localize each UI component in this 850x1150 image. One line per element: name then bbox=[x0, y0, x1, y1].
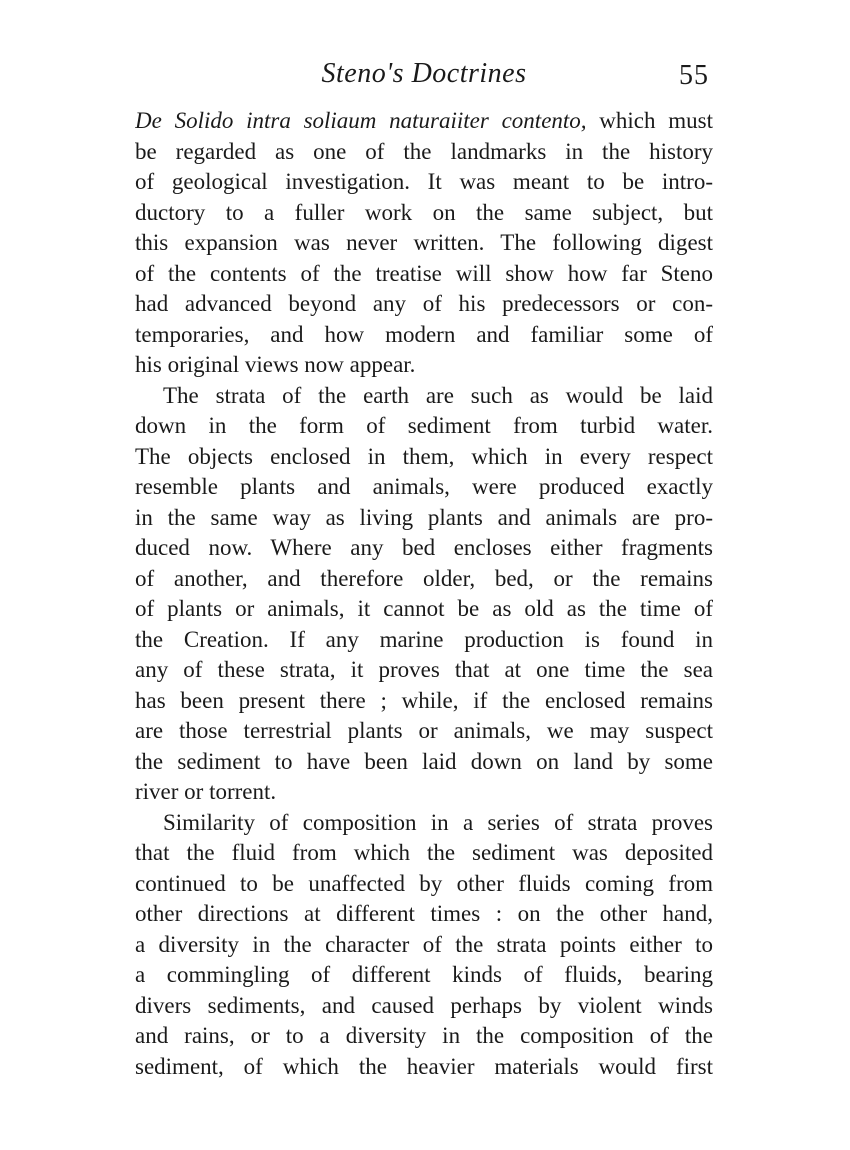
text-line: has been present there ; while, if the enclosed remains bbox=[135, 687, 713, 713]
text-line: the sediment to have been laid down on land by some bbox=[135, 748, 713, 774]
text-line: his original views now appear. bbox=[135, 352, 416, 377]
text-line: temporaries, and how modern and familiar some of bbox=[135, 321, 713, 347]
running-title: Steno's Doctrines bbox=[321, 58, 527, 89]
text-line: of the contents of the treatise will show how far Steno bbox=[135, 260, 713, 286]
text-line: and rains, or to a diversity in the composition of the bbox=[135, 1023, 713, 1048]
body-text bbox=[135, 106, 713, 1082]
paragraph-3 bbox=[135, 808, 713, 1083]
paragraph-2 bbox=[135, 381, 713, 808]
text-line: De Solido intra soliaum naturaiiter contento, which must bbox=[135, 108, 713, 133]
text-line: of another, and therefore older, bed, or the remains bbox=[135, 565, 713, 591]
text-line: a diversity in the character of the strata points either to bbox=[135, 931, 713, 957]
text-line: Similarity of composition in a series of strata proves bbox=[163, 809, 713, 835]
text-line: ductory to a fuller work on the same subject, but bbox=[135, 199, 713, 225]
text-line: of plants or animals, it cannot be as old as the time of bbox=[135, 596, 713, 621]
running-head bbox=[135, 58, 713, 98]
text-line: down in the form of sediment from turbid water. bbox=[135, 413, 713, 438]
text-line: resemble plants and animals, were produced exactly bbox=[135, 474, 713, 499]
text-line: a commingling of different kinds of fluids, bearing bbox=[135, 962, 713, 987]
text-line: of geological investigation. It was meant to be intro- bbox=[135, 169, 713, 194]
text-line: are those terrestrial plants or animals, we may suspect bbox=[135, 718, 713, 743]
text-line: be regarded as one of the landmarks in the history bbox=[135, 138, 713, 164]
text-line: had advanced beyond any of his predecessors or con- bbox=[135, 291, 713, 316]
text-line: river or torrent. bbox=[135, 779, 277, 804]
text-line: continued to be unaffected by other fluids coming from bbox=[135, 870, 713, 896]
text-line: in the same way as living plants and animals are pro- bbox=[135, 504, 713, 530]
text-line: this expansion was never written. The following digest bbox=[135, 230, 713, 255]
treatise-title: De Solido intra soliaum naturaiiter contento, bbox=[135, 108, 587, 133]
text-line: The objects enclosed in them, which in every respect bbox=[135, 443, 713, 469]
text-line: The strata of the earth are such as would be laid bbox=[163, 382, 713, 408]
text-line: sediment, of which the heavier materials would first bbox=[135, 1053, 713, 1079]
text-line: other directions at different times : on the other hand, bbox=[135, 901, 713, 926]
text-line: any of these strata, it proves that at one time the sea bbox=[135, 657, 713, 682]
page-number: 55 bbox=[679, 60, 709, 91]
text-line: the Creation. If any marine production is found in bbox=[135, 626, 713, 652]
text-line: divers sediments, and caused perhaps by violent winds bbox=[135, 992, 713, 1018]
text-line: duced now. Where any bed encloses either fragments bbox=[135, 535, 713, 560]
paragraph-1 bbox=[135, 106, 713, 381]
text-line: that the fluid from which the sediment was deposited bbox=[135, 840, 713, 865]
